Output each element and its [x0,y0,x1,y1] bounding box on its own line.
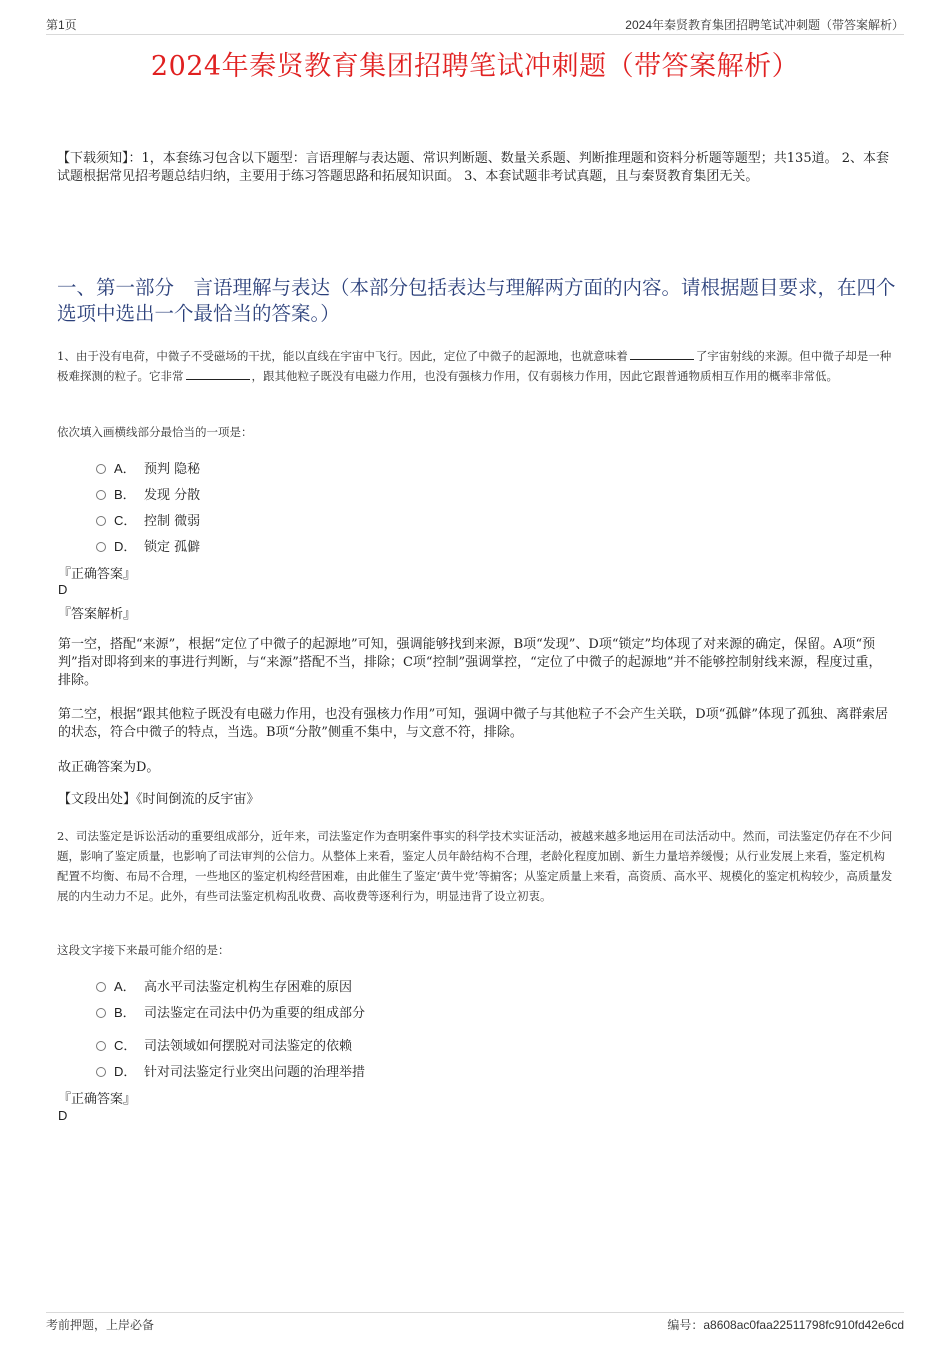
question-2-option-b[interactable]: B． 司法鉴定在司法中仍为重要的组成部分 [96,1002,365,1022]
document-code-label: 编号： [667,1318,704,1332]
question-2-text: 2、司法鉴定是诉讼活动的重要组成部分，近年来，司法鉴定作为查明案件事实的科学技术实证活动，被越来越多地运用在司法活动中。然而，司法鉴定仍存在不少问题，影响了鉴定质量，也影响了司法审判的公信力。从整体上来看，鉴定人员年龄结构不合理，老龄化程度加剧、新生力量培养缓慢；从行业发展上来看，鉴定机构配置不均衡、布局不合理，一些地区的鉴定机构经营困难，由此催生了鉴定‘黄牛党’等掮客；从鉴定质量上来看，高资质、高水平、规模化的鉴定机构较少，高质量发展的内生动力不足。此外，有些司法鉴定机构乱收费、高收费等逐利行为，明显违背了设立初衷。 [57,829,893,903]
radio-icon[interactable] [96,464,106,474]
document-code-value: a8608ac0faa22511798fc910fd42e6cd [703,1318,904,1332]
question-1-analysis-paragraph: 第一空，搭配“来源”，根据“定位了中微子的起源地”可知，强调能够找到来源，B项“发现”、D项“锁定”均体现了对来源的确定，保留。A项“预判”指对即将到来的事进行判断，与“来源”搭配不当，排除；C项“控制”强调掌控，“定位了中微子的起源地”并不能够控制射线来源，程度过重，排除。 [58,637,882,688]
radio-icon[interactable] [96,982,106,992]
question-1-answer: D [58,582,68,597]
question-1-option-c[interactable]: C． 控制 微弱 [96,510,200,530]
question-1-text-part2: 了宇宙射线的来源。但中微子却是一种极难探测的粒子。它非常 [57,349,892,383]
fill-blank-2 [186,368,250,380]
question-1-text [57,346,895,386]
question-2-option-a[interactable]: A． 高水平司法鉴定机构生存困难的原因 [96,976,352,996]
question-2-answer-label: 『正确答案』 [58,1092,137,1107]
radio-icon[interactable] [96,516,106,526]
question-1-option-d[interactable]: D． 锁定 孤僻 [96,536,200,556]
question-1-text-part3: ，跟其他粒子既没有电磁力作用，也没有强核力作用，仅有弱核力作用，因此它跟普通物质相互作用的概率非常低。 [251,369,838,383]
page-number: 第1页 [46,18,77,32]
footer-slogan: 考前押题，上岸必备 [46,1318,155,1332]
question-1-answer-label: 『正确答案』 [58,567,137,582]
question-2-answer: D [58,1108,68,1123]
question-2-prompt: 这段文字接下来最可能介绍的是： [57,943,230,957]
question-1-option-b[interactable]: B． 发现 分散 [96,484,200,504]
fill-blank-1 [630,348,694,360]
question-1-analysis-paragraph: 第二空，根据“跟其他粒子既没有电磁力作用，也没有强核力作用”可知，强调中微子与其他粒子不会产生关联，D项“孤僻”体现了孤独、离群索居的状态，符合中微子的特点，当选。B项“分散”侧重不集中，与文意不符，排除。 [58,707,889,740]
section-heading: 一、第一部分 言语理解与表达（本部分包括表达与理解两方面的内容。请根据题目要求，在四个选项中选出一个最恰当的答案。） [57,276,896,325]
question-1-analysis-conclusion: 故正确答案为D。 [58,760,160,775]
page-footer [46,1312,904,1332]
radio-icon[interactable] [96,542,106,552]
question-1-source: 【文段出处】《时间倒流的反宇宙》 [58,792,260,807]
radio-icon[interactable] [96,1041,106,1051]
header-doc-title: 2024年秦贤教育集团招聘笔试冲刺题（带答案解析） [625,18,904,32]
question-2-option-c[interactable]: C． 司法领域如何摆脱对司法鉴定的依赖 [96,1035,352,1055]
radio-icon[interactable] [96,1067,106,1077]
download-notice: 【下载须知】：1，本套练习包含以下题型：言语理解与表达题、常识判断题、数量关系题、判断推理题和资料分析题等题型；共135道。 2、本套试题根据常见招考题总结归纳，主要用于练习答题思路和拓展知识面。 3、本套试题非考试真题，且与秦贤教育集团无关。 [57,151,889,184]
radio-icon[interactable] [96,1008,106,1018]
question-1-analysis-label: 『答案解析』 [58,607,137,622]
document-code [667,1316,904,1333]
question-1-option-a[interactable]: A． 预判 隐秘 [96,458,200,478]
page-header [46,14,904,35]
document-title: 2024年秦贤教育集团招聘笔试冲刺题（带答案解析） [150,51,800,82]
question-1-prompt: 依次填入画横线部分最恰当的一项是： [57,425,253,439]
radio-icon[interactable] [96,490,106,500]
question-2-option-d[interactable]: D． 针对司法鉴定行业突出问题的治理举措 [96,1061,365,1081]
question-1-text-part1: 1、由于没有电荷，中微子不受磁场的干扰，能以直线在宇宙中飞行。因此，定位了中微子的起源地，也就意味着 [57,349,628,363]
